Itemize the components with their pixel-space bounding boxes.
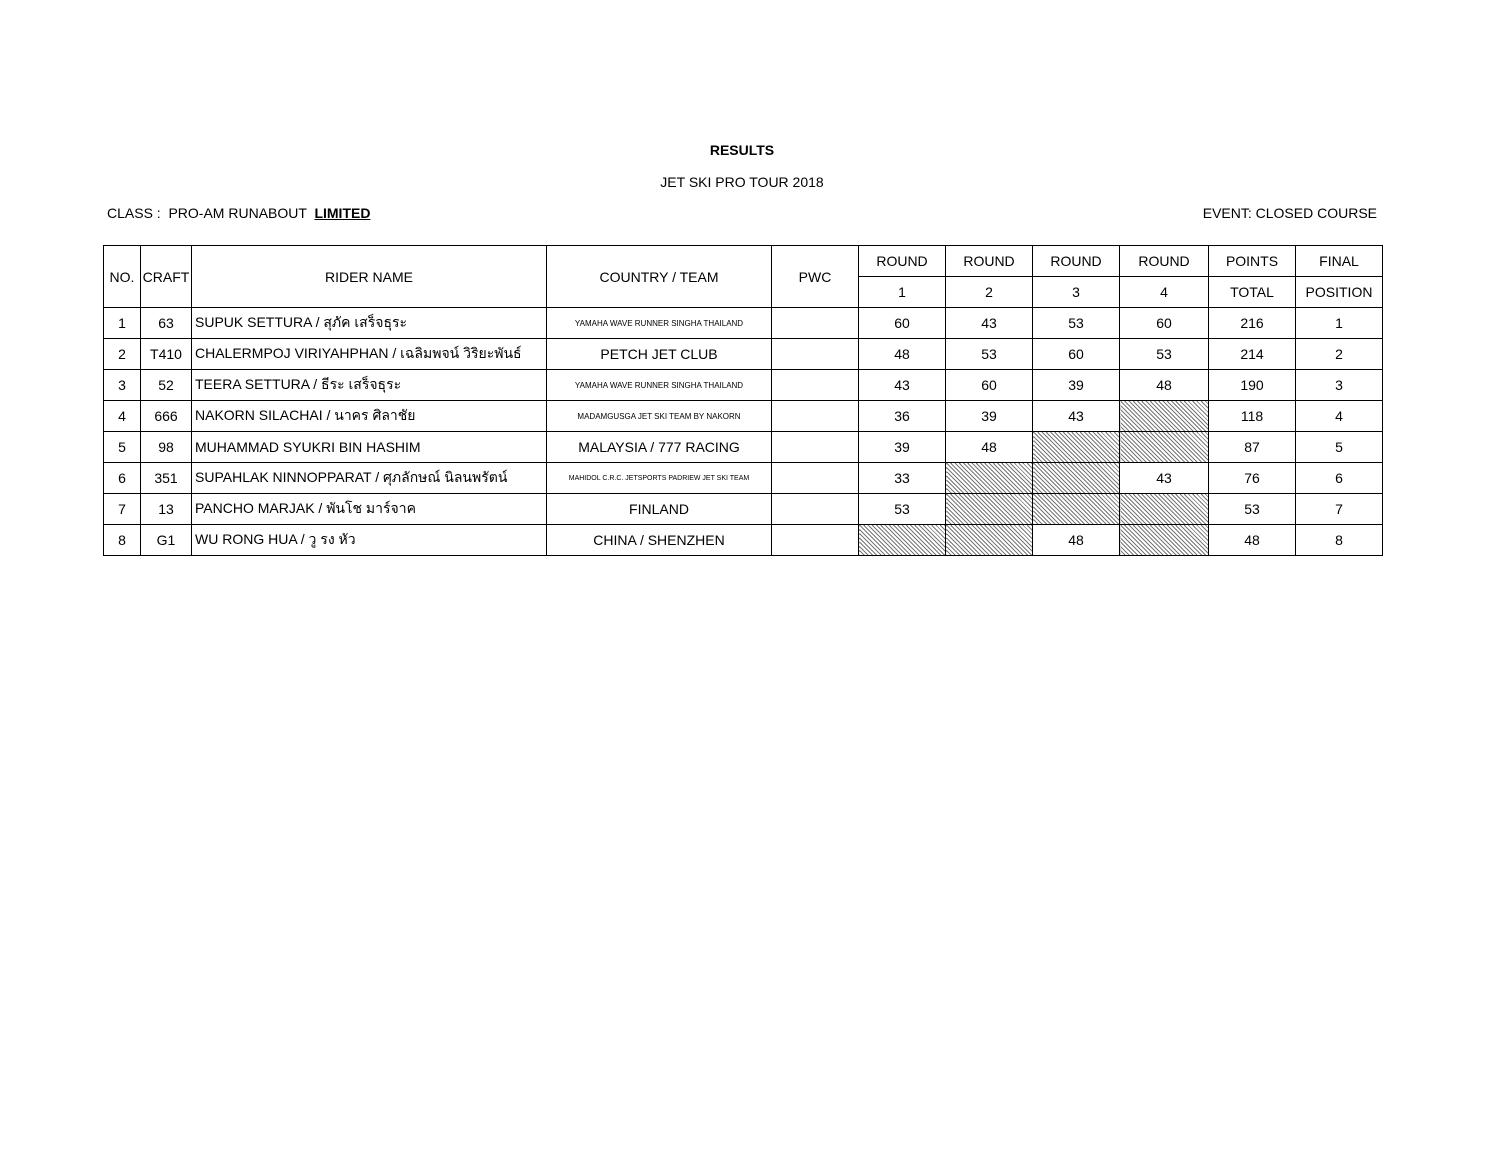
- col-header-final: FINAL: [1296, 246, 1383, 277]
- cell-r2: 43: [946, 308, 1033, 339]
- cell-no: 1: [104, 308, 141, 339]
- cell-r3: 53: [1033, 308, 1120, 339]
- header-row: [104, 246, 1383, 277]
- cell-team: PETCH JET CLUB: [547, 339, 772, 370]
- cell-team: YAMAHA WAVE RUNNER SINGHA THAILAND: [547, 370, 772, 401]
- page-subtitle: JET SKI PRO TOUR 2018: [660, 174, 824, 190]
- cell-craft: 13: [141, 494, 192, 525]
- col-header-round-num-4: 4: [1120, 277, 1209, 308]
- cell-position: 3: [1296, 370, 1383, 401]
- cell-no: 2: [104, 339, 141, 370]
- col-header-total: TOTAL: [1209, 277, 1296, 308]
- cell-r3-empty: [1033, 463, 1120, 494]
- cell-r3: 43: [1033, 401, 1120, 432]
- cell-team: MAHIDOL C.R.C. JETSPORTS PADRIEW JET SKI TEAM: [547, 463, 772, 494]
- cell-total: 216: [1209, 308, 1296, 339]
- cell-craft: 52: [141, 370, 192, 401]
- cell-rider: TEERA SETTURA / ธีระ เสร็จธุระ: [192, 370, 547, 401]
- col-header-position: POSITION: [1296, 277, 1383, 308]
- cell-craft: 98: [141, 432, 192, 463]
- page-title: RESULTS: [709, 142, 775, 158]
- col-header-round-2: ROUND: [946, 246, 1033, 277]
- cell-position: 8: [1296, 525, 1383, 556]
- table-row: [104, 494, 1383, 525]
- cell-r2: 48: [946, 432, 1033, 463]
- class-line: [107, 205, 370, 221]
- cell-pwc: [772, 432, 859, 463]
- col-header-round-3: ROUND: [1033, 246, 1120, 277]
- cell-no: 5: [104, 432, 141, 463]
- cell-r1: 53: [859, 494, 946, 525]
- table-row: [104, 339, 1383, 370]
- cell-rider: CHALERMPOJ VIRIYAHPHAN / เฉลิมพจน์ วิริยะพันธ์: [192, 339, 547, 370]
- cell-r3: 60: [1033, 339, 1120, 370]
- class-value: LIMITED: [314, 205, 371, 221]
- cell-team: MALAYSIA / 777 RACING: [547, 432, 772, 463]
- cell-r4-empty: [1120, 432, 1209, 463]
- col-header-round-num-2: 2: [946, 277, 1033, 308]
- table-row: [104, 401, 1383, 432]
- results-table: [103, 245, 1383, 556]
- cell-rider: SUPUK SETTURA / สุภัค เสร็จธุระ: [192, 308, 547, 339]
- cell-rider: SUPAHLAK NINNOPPARAT / ศุภลักษณ์ นิลนพรัตน์: [192, 463, 547, 494]
- cell-craft: 63: [141, 308, 192, 339]
- cell-no: 3: [104, 370, 141, 401]
- cell-r2: 39: [946, 401, 1033, 432]
- cell-position: 6: [1296, 463, 1383, 494]
- col-header-no: NO.: [104, 246, 141, 308]
- cell-r2-empty: [946, 525, 1033, 556]
- cell-pwc: [772, 463, 859, 494]
- col-header-round-num-1: 1: [859, 277, 946, 308]
- cell-position: 1: [1296, 308, 1383, 339]
- cell-pwc: [772, 339, 859, 370]
- cell-team: CHINA / SHENZHEN: [547, 525, 772, 556]
- cell-r1: 48: [859, 339, 946, 370]
- cell-position: 5: [1296, 432, 1383, 463]
- class-label: CLASS : PRO-AM RUNABOUT: [107, 205, 307, 221]
- cell-r1-empty: [859, 525, 946, 556]
- cell-pwc: [772, 308, 859, 339]
- cell-r3-empty: [1033, 494, 1120, 525]
- cell-r4-empty: [1120, 401, 1209, 432]
- cell-craft: G1: [141, 525, 192, 556]
- cell-r3: 48: [1033, 525, 1120, 556]
- table-row: [104, 370, 1383, 401]
- cell-rider: PANCHO MARJAK / พันโช มาร์จาค: [192, 494, 547, 525]
- col-header-round-4: ROUND: [1120, 246, 1209, 277]
- cell-r1: 60: [859, 308, 946, 339]
- cell-no: 8: [104, 525, 141, 556]
- cell-total: 48: [1209, 525, 1296, 556]
- cell-no: 7: [104, 494, 141, 525]
- cell-position: 2: [1296, 339, 1383, 370]
- cell-r2-empty: [946, 463, 1033, 494]
- cell-total: 53: [1209, 494, 1296, 525]
- cell-r4-empty: [1120, 525, 1209, 556]
- cell-team: FINLAND: [547, 494, 772, 525]
- cell-r1: 43: [859, 370, 946, 401]
- col-header-points: POINTS: [1209, 246, 1296, 277]
- cell-r2-empty: [946, 494, 1033, 525]
- cell-pwc: [772, 401, 859, 432]
- cell-total: 214: [1209, 339, 1296, 370]
- col-header-round-1: ROUND: [859, 246, 946, 277]
- cell-total: 76: [1209, 463, 1296, 494]
- cell-craft: T410: [141, 339, 192, 370]
- cell-pwc: [772, 370, 859, 401]
- col-header-craft: CRAFT: [141, 246, 192, 308]
- cell-position: 4: [1296, 401, 1383, 432]
- cell-total: 190: [1209, 370, 1296, 401]
- col-header-round-num-3: 3: [1033, 277, 1120, 308]
- cell-no: 6: [104, 463, 141, 494]
- table-row: [104, 308, 1383, 339]
- cell-r1: 36: [859, 401, 946, 432]
- cell-r1: 39: [859, 432, 946, 463]
- col-header-team: COUNTRY / TEAM: [547, 246, 772, 308]
- cell-r3-empty: [1033, 432, 1120, 463]
- cell-rider: NAKORN SILACHAI / นาคร ศิลาชัย: [192, 401, 547, 432]
- cell-team: MADAMGUSGA JET SKI TEAM BY NAKORN: [547, 401, 772, 432]
- table-row: [104, 432, 1383, 463]
- cell-rider: WU RONG HUA / วู รง หัว: [192, 525, 547, 556]
- cell-no: 4: [104, 401, 141, 432]
- cell-r3: 39: [1033, 370, 1120, 401]
- cell-total: 87: [1209, 432, 1296, 463]
- cell-r4-empty: [1120, 494, 1209, 525]
- col-header-rider: RIDER NAME: [192, 246, 547, 308]
- cell-team: YAMAHA WAVE RUNNER SINGHA THAILAND: [547, 308, 772, 339]
- cell-pwc: [772, 494, 859, 525]
- cell-craft: 666: [141, 401, 192, 432]
- cell-pwc: [772, 525, 859, 556]
- col-header-pwc: PWC: [772, 246, 859, 308]
- cell-r2: 53: [946, 339, 1033, 370]
- table-row: [104, 463, 1383, 494]
- cell-r4: 53: [1120, 339, 1209, 370]
- table-row: [104, 525, 1383, 556]
- cell-total: 118: [1209, 401, 1296, 432]
- cell-r4: 48: [1120, 370, 1209, 401]
- cell-position: 7: [1296, 494, 1383, 525]
- cell-craft: 351: [141, 463, 192, 494]
- cell-r1: 33: [859, 463, 946, 494]
- cell-rider: MUHAMMAD SYUKRI BIN HASHIM: [192, 432, 547, 463]
- event-label: EVENT: CLOSED COURSE: [1202, 205, 1377, 221]
- cell-r4: 43: [1120, 463, 1209, 494]
- cell-r2: 60: [946, 370, 1033, 401]
- cell-r4: 60: [1120, 308, 1209, 339]
